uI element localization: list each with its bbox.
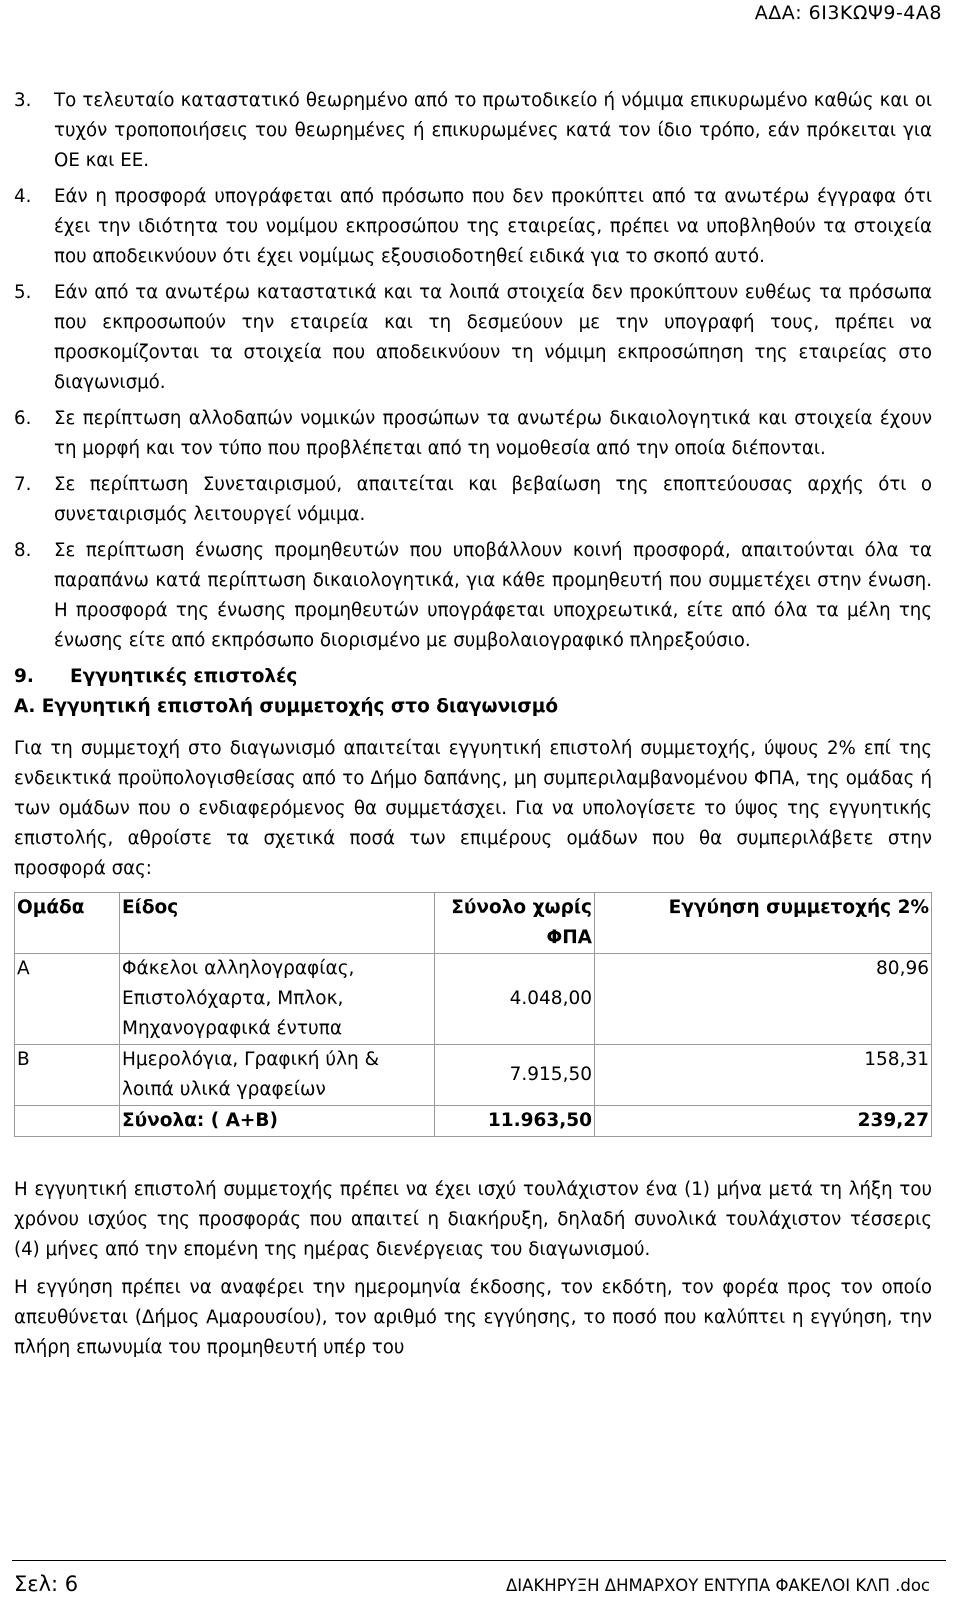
item-number: 5. <box>14 282 32 303</box>
list-item-6 <box>14 404 932 464</box>
list-item-3 <box>14 86 932 176</box>
cell-empty <box>15 1106 120 1137</box>
list-item-5 <box>14 278 932 398</box>
section-heading <box>14 662 932 692</box>
header-group: Ομάδα <box>15 893 120 954</box>
page-number: Σελ: 6 <box>14 1572 79 1596</box>
cell-group: Α <box>15 954 120 1045</box>
cell-kind: Ημερολόγια, Γραφική ύλη & λοιπά υλικά γραφείων <box>120 1045 435 1106</box>
section-title: Εγγυητικές επιστολές <box>70 666 298 687</box>
spacer <box>14 1137 932 1175</box>
cell-kind: Φάκελοι αλληλογραφίας, Επιστολόχαρτα, Μπλοκ, Μηχανογραφικά έντυπα <box>120 954 435 1045</box>
item-text: Σε περίπτωση αλλοδαπών νομικών προσώπων τα ανωτέρω δικαιολογητικά και στοιχεία έχουν τη μορφή και τον τύπο που προβλέπεται από τη νομοθεσία από την οποία διέπονται. <box>54 408 932 459</box>
section-number: 9. <box>14 666 34 687</box>
list-item-7 <box>14 470 932 530</box>
cell-guarantee: 80,96 <box>595 954 932 1045</box>
header-total: Σύνολο χωρίς ΦΠΑ <box>435 893 595 954</box>
page-footer <box>0 1560 960 1604</box>
item-number: 6. <box>14 408 32 429</box>
totals-total: 11.963,50 <box>435 1106 595 1137</box>
table-row <box>15 954 932 1045</box>
cell-total: 4.048,00 <box>435 954 595 1045</box>
item-text: Σε περίπτωση Συνεταιρισμού, απαιτείται και βεβαίωση της εποπτεύουσας αρχής ότι ο συνεταιρισμός λειτουργεί νόμιμα. <box>54 474 932 525</box>
contents-paragraph: Η εγγύηση πρέπει να αναφέρει την ημερομηνία έκδοσης, τον εκδότη, τον φορέα προς τον οποίο απευθύνεται (Δήμος Αμαρουσίου), τον αριθμό της εγγύησης, το ποσό που καλύπτει η εγγύηση, την πλήρη επωνυμία του προμηθευτή υπέρ του <box>14 1277 932 1358</box>
subsection-heading: Α. Εγγυητική επιστολή συμμετοχής στο διαγωνισμό <box>14 696 559 717</box>
validity-paragraph: Η εγγυητική επιστολή συμμετοχής πρέπει να έχει ισχύ τουλάχιστον ένα (1) μήνα μετά τη λήξη του χρόνου ισχύος της προσφοράς που απαιτεί η διακήρυξη, δηλαδή συνολικά τουλάχιστον τέσσερις (4) μήνες από την επομένη της ημέρας διενέργειας του διαγωνισμού. <box>14 1179 932 1260</box>
cell-total: 7.915,50 <box>435 1045 595 1106</box>
ada-code: ΑΔΑ: 6Ι3ΚΩΨ9-4Α8 <box>754 2 942 24</box>
totals-guarantee: 239,27 <box>595 1106 932 1137</box>
document-filename: ΔΙΑΚΗΡΥΞΗ ΔΗΜΑΡΧΟΥ ΕΝΤΥΠΑ ΦΑΚΕΛΟΙ ΚΛΠ .doc <box>506 1576 930 1595</box>
table-header-row <box>15 893 932 954</box>
intro-paragraph: Για τη συμμετοχή στο διαγωνισμό απαιτείται εγγυητική επιστολή συμμετοχής, ύψους 2% επί της ενδεικτικά προϋπολογισθείσας από το Δήμο δαπάνης, μη συμπεριλαμβανομένου ΦΠΑ, της ομάδας ή των ομάδων που ο ενδιαφερόμενος θα συμμετάσχει. Για να υπολογίσετε το ύψος της εγγυητικής επιστολής, αθροίστε τα σχετικά ποσά των επιμέρους ομάδων που θα συμπεριλάβετε στην προσφορά σας: <box>14 738 932 879</box>
item-number: 4. <box>14 186 32 207</box>
document-page <box>14 86 932 1371</box>
item-number: 8. <box>14 540 32 561</box>
cell-guarantee: 158,31 <box>595 1045 932 1106</box>
footer-divider <box>12 1560 946 1561</box>
item-text: Εάν από τα ανωτέρω καταστατικά και τα λοιπά στοιχεία δεν προκύπτουν ευθέως τα πρόσωπα που εκπροσωπούν την εταιρεία και τη δεσμεύουν με την υπογραφή τους, πρέπει να προσκομίζονται τα στοιχεία που αποδεικνύουν τη νόμιμη εκπροσώπηση της εταιρείας στο διαγωνισμό. <box>54 282 932 393</box>
totals-label: Σύνολα: ( Α+Β) <box>120 1106 435 1137</box>
item-text: Το τελευταίο καταστατικό θεωρημένο από το πρωτοδικείο ή νόμιμα επικυρωμένο καθώς και οι τυχόν τροποποιήσεις του θεωρημένες ή επικυρωμένες κατά τον ίδιο τρόπο, εάν πρόκειται για ΟΕ και ΕΕ. <box>54 90 932 171</box>
list-item-4 <box>14 182 932 272</box>
list-item-8 <box>14 536 932 656</box>
table-row <box>15 1045 932 1106</box>
guarantee-table <box>14 892 932 1137</box>
header-guarantee: Εγγύηση συμμετοχής 2% <box>595 893 932 954</box>
item-text: Σε περίπτωση ένωσης προμηθευτών που υποβάλλουν κοινή προσφορά, απαιτούνται όλα τα παραπάνω κατά περίπτωση δικαιολογητικά, για κάθε προμηθευτή που συμμετέχει στην ένωση. Η προσφορά της ένωσης προμηθευτών υπογράφεται υποχρεωτικά, είτε από όλα τα μέλη της ένωσης είτε από εκπρόσωπο διορισμένο με συμβολαιογραφικό πληρεξούσιο. <box>54 540 932 651</box>
table-totals-row <box>15 1106 932 1137</box>
item-number: 7. <box>14 474 32 495</box>
header-kind: Είδος <box>120 893 435 954</box>
item-text: Εάν η προσφορά υπογράφεται από πρόσωπο που δεν προκύπτει από τα ανωτέρω έγγραφα ότι έχει την ιδιότητα του νομίμου εκπροσώπου της εταιρείας, πρέπει να υποβληθούν τα στοιχεία που αποδεικνύουν ότι έχει νομίμως εξουσιοδοτηθεί ειδικά για το σκοπό αυτό. <box>54 186 932 267</box>
item-number: 3. <box>14 90 32 111</box>
cell-group: Β <box>15 1045 120 1106</box>
